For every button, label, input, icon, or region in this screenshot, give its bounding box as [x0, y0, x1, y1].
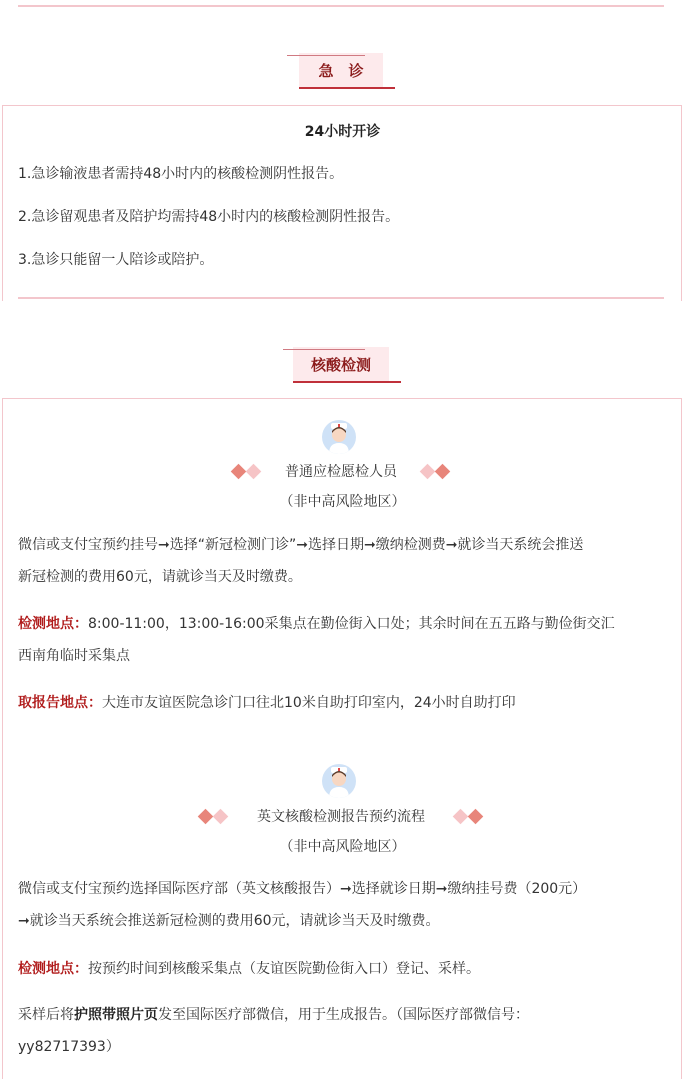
section1-desc: 微信或支付宝预约挂号➞选择“新冠检测门诊”➞选择日期➞缴纳检测费➞就诊当天系统会推送: [18, 537, 584, 553]
report-text: 大连市友谊医院急诊门口往北10米自助打印室内，24小时自助打印: [102, 695, 516, 711]
top-divider: [18, 5, 664, 7]
nurse-avatar-icon: [322, 764, 356, 798]
location-text: 按预约时间到核酸采集点（友谊医院勤俭街入口）登记、采样。: [88, 961, 480, 977]
section1-title: 普通应检愿检人员: [285, 464, 397, 480]
nurse-avatar-icon: [322, 420, 356, 454]
section2-location: [18, 953, 480, 985]
location-label: 检测地点：: [18, 961, 88, 977]
location-text: 8:00-11:00，13:00-16:00采集点在勤俭街入口处；其余时间在五五路与勤俭街交汇: [88, 616, 615, 632]
report-label: 取报告地点：: [18, 695, 102, 711]
emergency-item: 3.急诊只能留一人陪诊或陪护。: [18, 252, 214, 268]
emergency-heading: 24小时开诊: [304, 124, 381, 140]
section2-desc: ➞就诊当天系统会推送新冠检测的费用60元，请就诊当天及时缴费。: [18, 913, 440, 929]
emergency-tag-label: 急 诊: [318, 62, 364, 80]
section2-subtitle: （非中高风险地区）: [279, 839, 406, 855]
emergency-bottom-divider: [18, 297, 664, 299]
emergency-item: 1.急诊输液患者需持48小时内的核酸检测阴性报告。: [18, 166, 344, 182]
nucleic-tag-label: 核酸检测: [310, 356, 371, 374]
section2-title: 英文核酸检测报告预约流程: [257, 809, 425, 825]
passport-post: 发至国际医疗部微信，用于生成报告。（国际医疗部微信号：: [158, 1007, 529, 1023]
section1-subtitle: （非中高风险地区）: [279, 494, 406, 510]
passport-bold: 护照带照片页: [74, 1007, 158, 1023]
section-tag-emergency: [299, 53, 383, 89]
section1-report: [18, 687, 516, 719]
section1-location: [18, 608, 615, 640]
section1-desc: 新冠检测的费用60元，请就诊当天及时缴费。: [18, 569, 302, 585]
passport-pre: 采样后将: [18, 1007, 74, 1023]
wechat-id: yy82717393）: [18, 1039, 120, 1055]
section1-location-cont: 西南角临时采集点: [18, 648, 130, 664]
emergency-item: 2.急诊留观患者及陪护均需持48小时内的核酸检测阴性报告。: [18, 209, 400, 225]
section2-passport: [18, 999, 529, 1031]
section-tag-nucleic: [293, 347, 389, 383]
location-label: 检测地点：: [18, 616, 88, 632]
section2-desc: 微信或支付宝预约选择国际医疗部（英文核酸报告）➞选择就诊日期➞缴纳挂号费（200元）: [18, 881, 587, 897]
